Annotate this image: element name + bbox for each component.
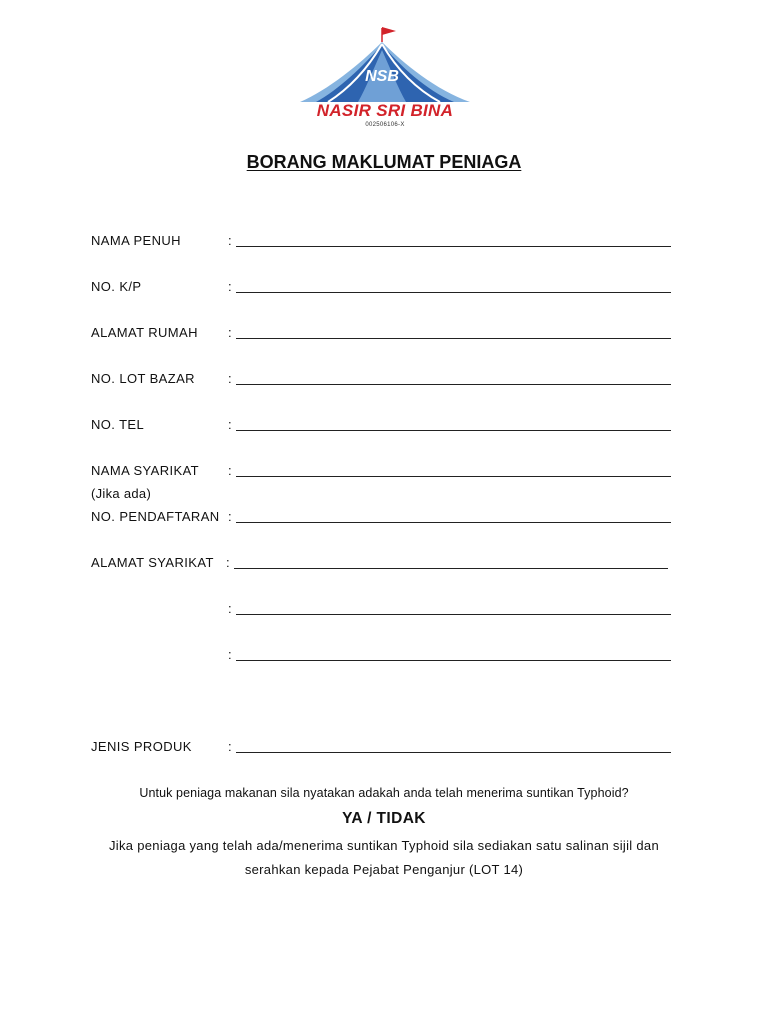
registration-no-field[interactable] [236, 522, 671, 523]
field-colon: : [228, 371, 232, 386]
yes-no-choice[interactable]: YA / TIDAK [342, 810, 426, 827]
logo-monogram: NSB [365, 68, 399, 85]
full-name-field[interactable] [236, 246, 671, 247]
field-label-company-name: NAMA SYARIKAT [91, 463, 200, 478]
typhoid-note-line-1: Jika peniaga yang telah ada/menerima suntikan Typhoid sila sediakan satu salinan sijil dan [109, 838, 659, 853]
bazaar-lot-field[interactable] [236, 384, 671, 385]
product-type-field[interactable] [236, 752, 671, 753]
field-colon: : [228, 417, 232, 432]
field-label-full-name: NAMA PENUH [91, 233, 181, 248]
field-label-registration-no: NO. PENDAFTARAN [91, 509, 220, 524]
form-title: BORANG MAKLUMAT PENIAGA [246, 152, 522, 172]
field-label-phone: NO. TEL [91, 417, 145, 432]
field-colon: : [228, 739, 232, 754]
field-colon: : [228, 279, 232, 294]
company-address-field-line-3[interactable] [236, 660, 671, 661]
phone-field[interactable] [236, 430, 671, 431]
flag-icon [382, 27, 396, 35]
field-label-product-type: JENIS PRODUK [91, 739, 192, 754]
field-label-bazaar-lot: NO. LOT BAZAR [91, 371, 195, 386]
company-address-field-line-1[interactable] [234, 568, 668, 569]
field-colon: : [228, 463, 232, 478]
field-label-ic-number: NO. K/P [91, 279, 142, 294]
field-colon: : [228, 325, 232, 340]
field-colon: : [228, 509, 232, 524]
field-note-if-any: (Jika ada) [91, 486, 152, 501]
typhoid-question: Untuk peniaga makanan sila nyatakan adakah anda telah menerima suntikan Typhoid? [139, 786, 629, 800]
registration-number: 002506106-X [365, 122, 405, 128]
field-label-company-address: ALAMAT SYARIKAT [91, 555, 214, 570]
field-colon: : [228, 233, 232, 248]
company-name: NASIR SRI BINA [316, 101, 454, 120]
field-colon: : [228, 601, 232, 616]
company-address-field-line-2[interactable] [236, 614, 671, 615]
tent-logo-graphic [298, 24, 472, 104]
typhoid-note-line-2: serahkan kepada Pejabat Penganjur (LOT 14) [244, 862, 524, 877]
company-logo [298, 24, 472, 132]
home-address-field[interactable] [236, 338, 671, 339]
field-colon: : [226, 555, 230, 570]
field-label-home-address: ALAMAT RUMAH [91, 325, 198, 340]
field-colon: : [228, 647, 232, 662]
company-name-field[interactable] [236, 476, 671, 477]
ic-number-field[interactable] [236, 292, 671, 293]
